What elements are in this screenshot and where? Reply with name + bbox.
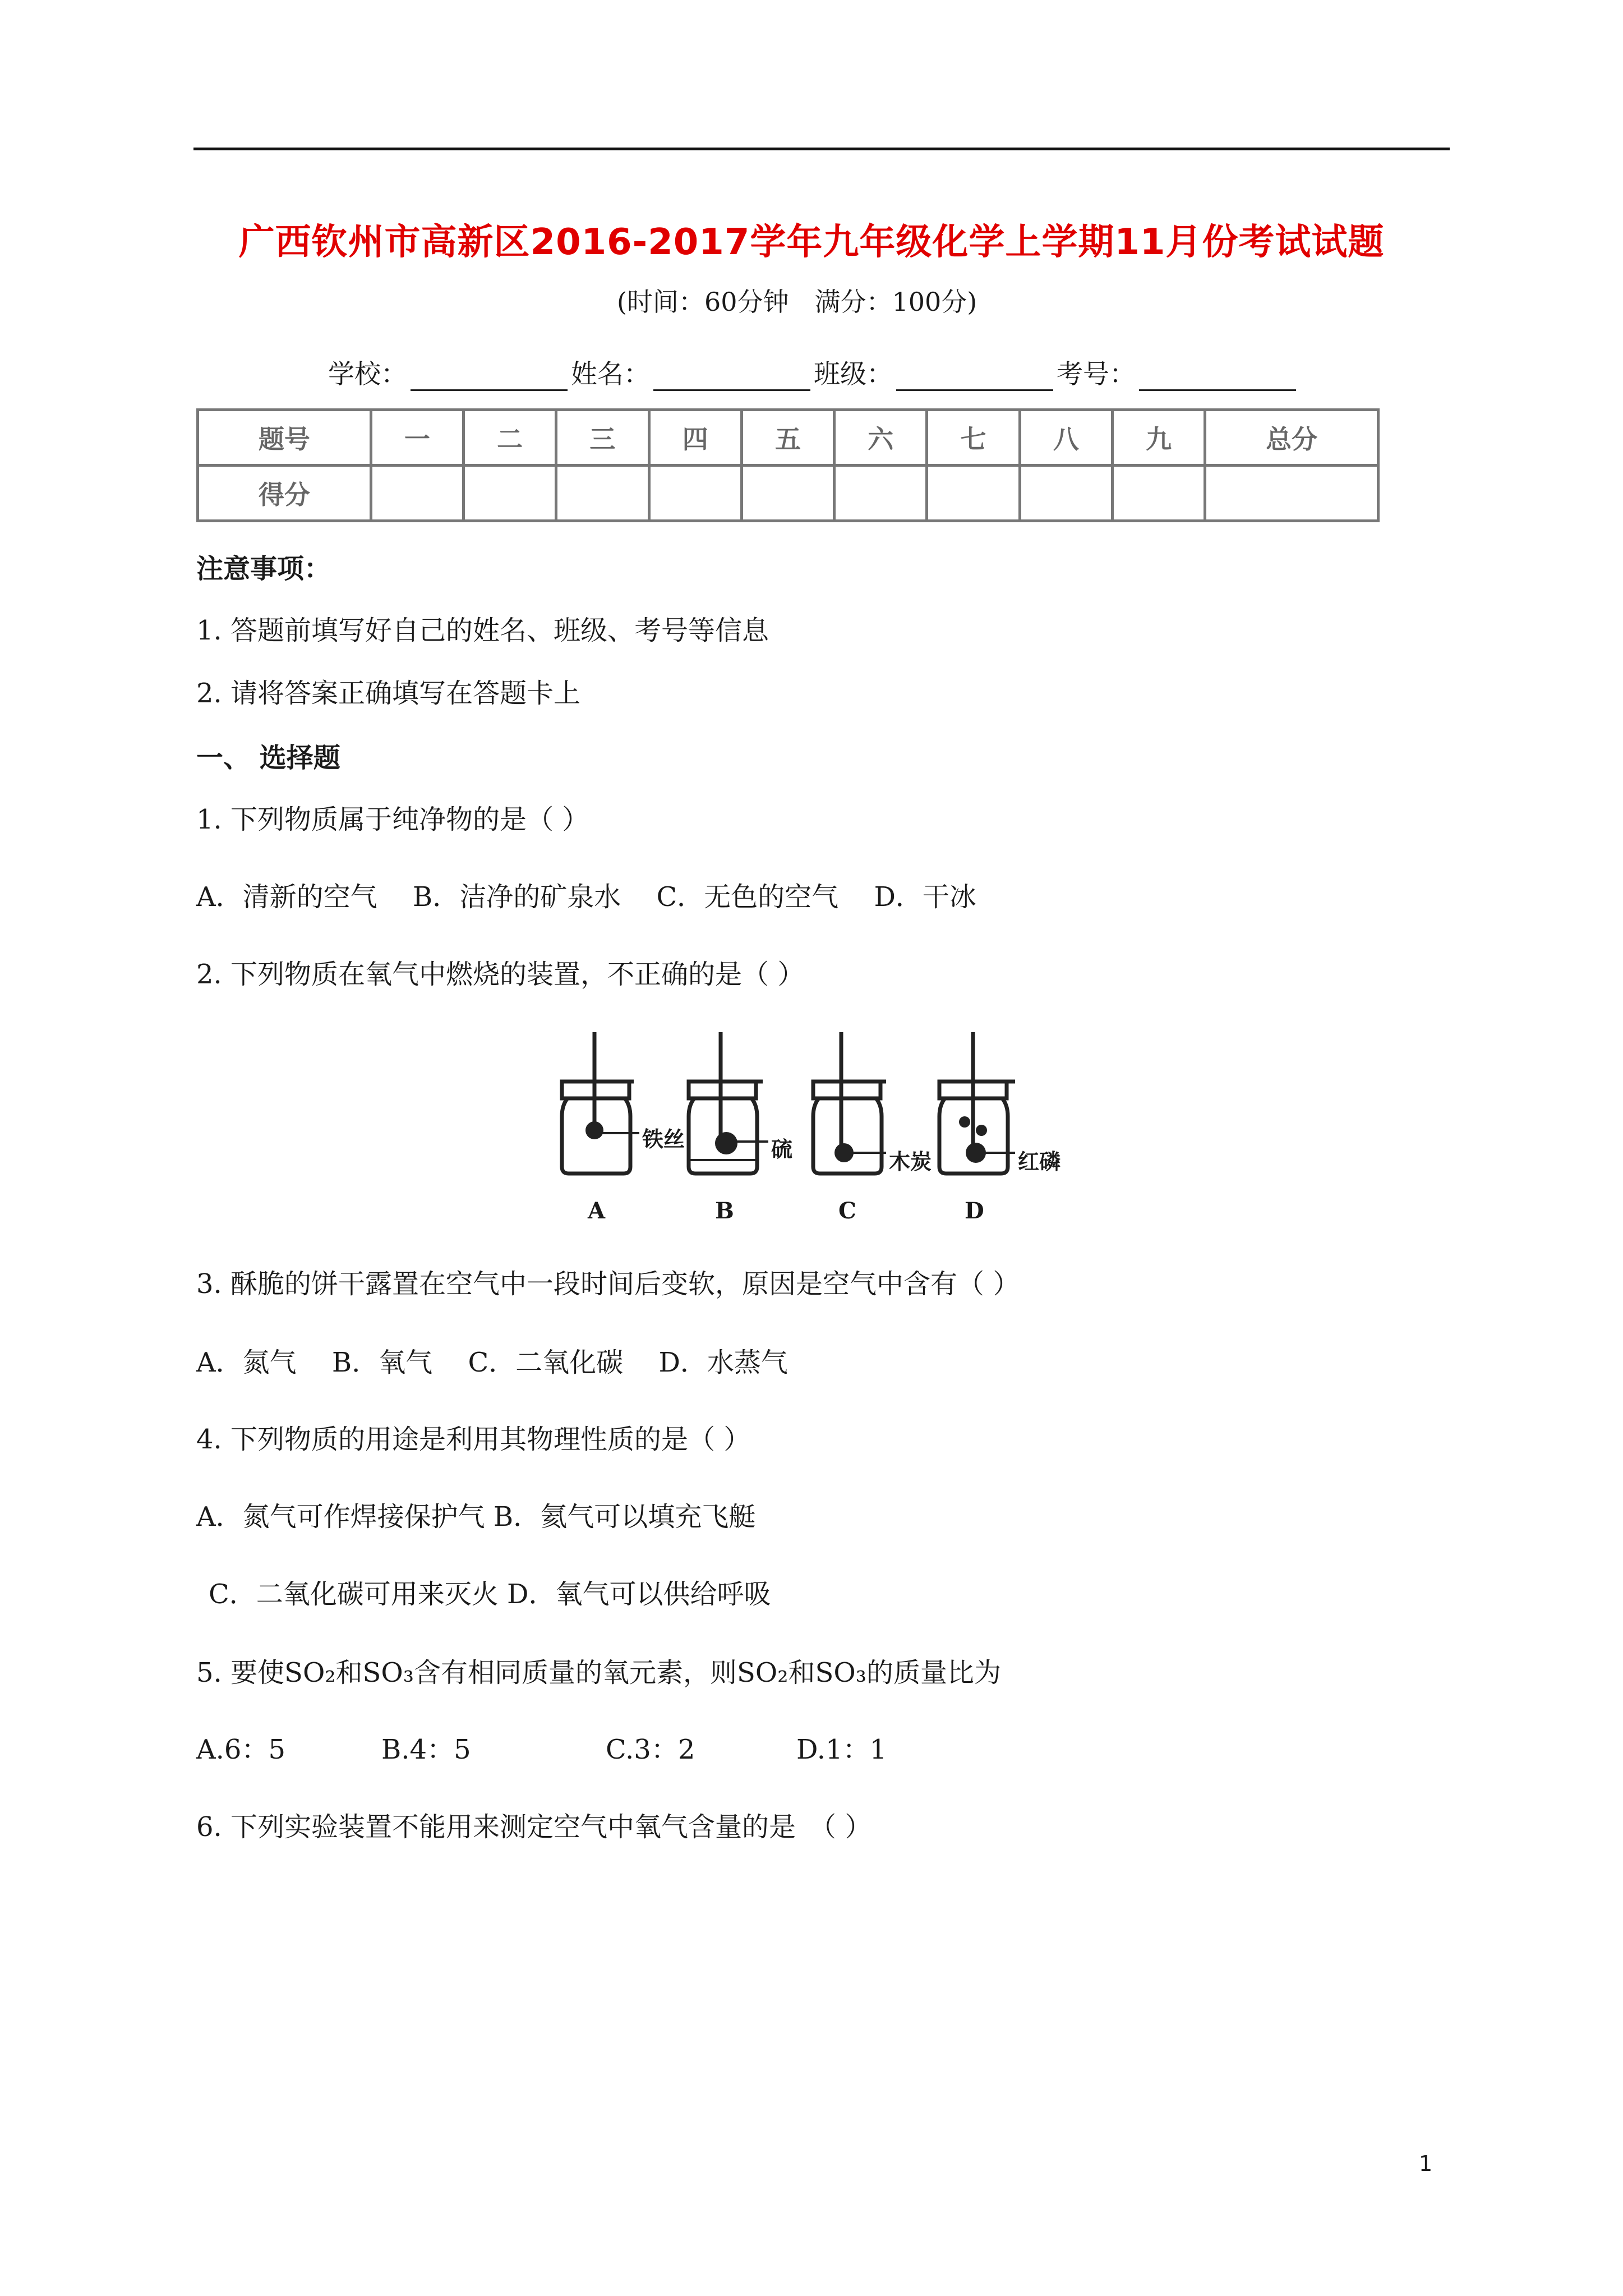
header-cell: 二	[464, 410, 556, 466]
figure-label: 木炭	[889, 1149, 932, 1174]
document-title: 广西钦州市高新区2016-2017学年九年级化学上学期11月份考试试题	[238, 222, 1385, 263]
figure-letter: B	[715, 1198, 734, 1224]
score-cell[interactable]	[464, 466, 556, 521]
student-info-row	[328, 353, 1299, 391]
school-label: 学校：	[328, 359, 407, 390]
header-cell: 四	[649, 410, 741, 466]
note-item: 1. 答题前填写好自己的姓名、班级、考号等信息	[196, 615, 769, 646]
question-stem: 4. 下列物质的用途是利用其物理性质的是（ ）	[196, 1424, 751, 1455]
row-label: 得分	[198, 466, 371, 521]
figure-label: 红磷	[1018, 1149, 1061, 1174]
question-stem: 2. 下列物质在氧气中燃烧的装置，不正确的是（ ）	[196, 959, 805, 990]
header-cell: 六	[834, 410, 927, 466]
header-cell: 七	[927, 410, 1020, 466]
question-stem: 3. 酥脆的饼干露置在空气中一段时间后变软，原因是空气中含有（ ）	[196, 1268, 1020, 1300]
figure-letter: D	[965, 1198, 984, 1224]
class-field[interactable]	[896, 367, 1053, 391]
exam-no-label: 考号：	[1057, 359, 1136, 390]
score-table	[196, 408, 1380, 522]
question-options: A．清新的空气 B．洁净的矿泉水 C．无色的空气 D．干冰	[196, 881, 976, 913]
option: A.6：5	[196, 1734, 286, 1765]
header-rule	[193, 148, 1450, 150]
page-number: 1	[1419, 2151, 1433, 2176]
score-cell[interactable]	[556, 466, 649, 521]
score-cell[interactable]	[1205, 466, 1378, 521]
name-label: 姓名：	[571, 359, 650, 390]
option: C.3：2	[606, 1734, 695, 1765]
figure-label: 硫	[771, 1137, 793, 1162]
name-field[interactable]	[653, 367, 810, 391]
header-cell: 一	[371, 410, 463, 466]
section-heading: 一、 选择题	[196, 742, 340, 774]
header-cell: 八	[1020, 410, 1112, 466]
header-cell: 九	[1112, 410, 1205, 466]
exam-duration: (时间：60分钟 满分：100分)	[617, 287, 978, 317]
score-cell[interactable]	[1112, 466, 1205, 521]
score-cell[interactable]	[649, 466, 741, 521]
question-options: A．氮气可作焊接保护气 B．氦气可以填充飞艇	[196, 1501, 756, 1533]
question-stem: 5. 要使SO₂和SO₃含有相同质量的氧元素，则SO₂和SO₃的质量比为	[196, 1657, 1001, 1688]
combustion-apparatus-figure	[522, 1032, 1110, 1236]
header-cell: 总分	[1205, 410, 1378, 466]
school-field[interactable]	[411, 367, 568, 391]
figure-letter: C	[838, 1198, 856, 1224]
q5-options	[196, 1728, 887, 1766]
apparatus-diagram	[522, 1032, 1110, 1234]
score-cell[interactable]	[1020, 466, 1112, 521]
option: B.4：5	[381, 1734, 471, 1765]
option: D.1：1	[796, 1734, 887, 1765]
note-item: 2. 请将答案正确填写在答题卡上	[196, 678, 581, 709]
exam-no-field[interactable]	[1139, 367, 1296, 391]
question-options: A．氮气 B．氧气 C．二氧化碳 D．水蒸气	[196, 1347, 788, 1378]
header-cell: 三	[556, 410, 649, 466]
notes-heading: 注意事项：	[196, 553, 331, 585]
question-options: C．二氧化碳可用来灭火 D．氧气可以供给呼吸	[209, 1579, 771, 1610]
header-cell: 题号	[198, 410, 371, 466]
class-label: 班级：	[814, 359, 893, 390]
figure-label: 铁丝	[642, 1126, 685, 1152]
score-table-header-row	[198, 410, 1378, 466]
score-cell[interactable]	[927, 466, 1020, 521]
header-cell: 五	[741, 410, 834, 466]
score-table-score-row	[198, 466, 1378, 521]
score-cell[interactable]	[741, 466, 834, 521]
score-cell[interactable]	[834, 466, 927, 521]
score-cell[interactable]	[371, 466, 463, 521]
figure-letter: A	[588, 1198, 606, 1224]
question-stem: 6. 下列实验装置不能用来测定空气中氧气含量的是 （ ）	[196, 1811, 872, 1843]
question-stem: 1. 下列物质属于纯净物的是（ ）	[196, 804, 589, 835]
